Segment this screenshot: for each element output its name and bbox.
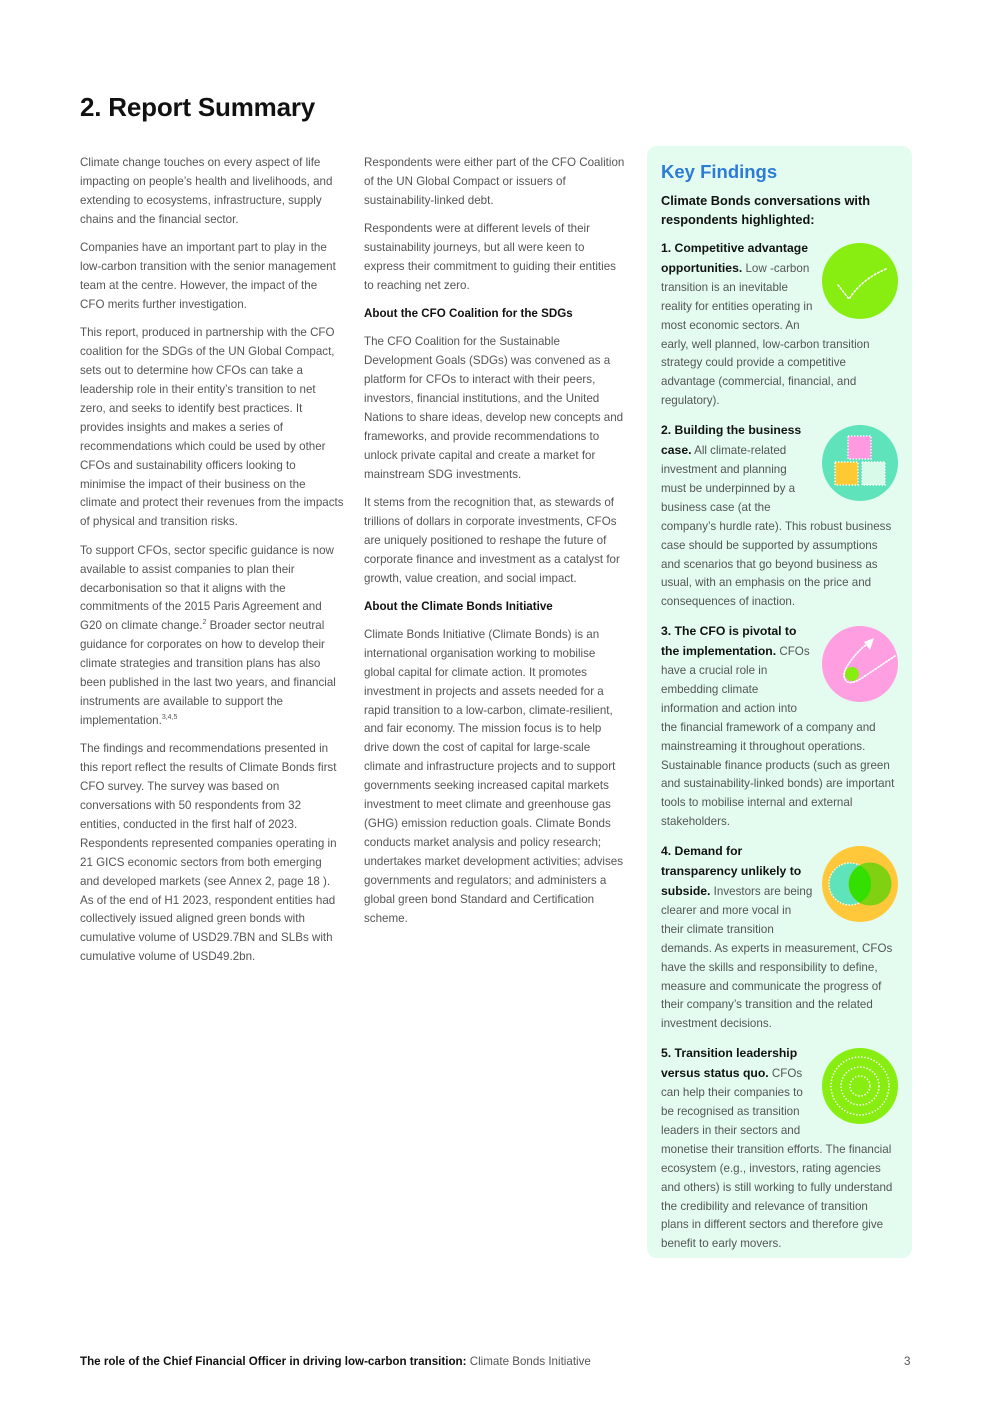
finding-item bbox=[661, 239, 898, 411]
footnote-ref[interactable]: 2 bbox=[202, 619, 207, 627]
paragraph-text: Broader sector neutral guidance for corporates on how to develop their climate strategies and transition plans has also been published in the last two years, and financial instruments are available to support the implementation. bbox=[80, 619, 336, 727]
section-heading: About the Climate Bonds Initiative bbox=[364, 600, 553, 614]
paragraph bbox=[80, 542, 344, 731]
finding-item bbox=[661, 1044, 898, 1254]
finding-item bbox=[661, 842, 898, 1034]
body-column-1 bbox=[80, 154, 344, 977]
key-findings-panel bbox=[647, 146, 912, 1258]
finding-item bbox=[661, 421, 898, 612]
finding-body: Investors are being clearer and more vocal in their climate transition demands. As experts in measurement, CFOs have the skills and responsibility to define, measure and communicate the progress of their company’s transition and the related investment decisions. bbox=[661, 885, 893, 1031]
paragraph: This report, produced in partnership with the CFO coalition for the SDGs of the UN Global Compact, sets out to determine how CFOs can take a leadership role in their entity’s transition to net zero, and seeks to identify best practices. It provides insights and makes a series of recommendations which could be used by other CFOs and sustainability officers looking to minimise the impact of their business on the climate and protect their revenues from the impacts of physical and transition risks. bbox=[80, 326, 344, 529]
finding-heading: 3. The CFO is pivotal to the implementation. bbox=[661, 624, 797, 659]
overlapping-circles-icon bbox=[822, 846, 898, 922]
stacked-blocks-icon bbox=[822, 425, 898, 501]
finding-heading: 4. Demand for transparency unlikely to subside. bbox=[661, 844, 802, 898]
page-footer bbox=[80, 1355, 591, 1368]
finding-body: CFOs can help their companies to be recognised as transition leaders in their sectors and monetise their transition efforts. The financial ecosystem (e.g., investors, rating agencies and others) is still working to fully understand the credibility and relevance of transition plans in different sectors and therefore give benefit to early movers. bbox=[661, 1067, 893, 1251]
footnote-ref[interactable]: 3,4,5 bbox=[161, 714, 178, 722]
paragraph: The findings and recommendations presented in this report reflect the results of Climate Bonds first CFO survey. The survey was based on conversations with 50 respondents from 32 entities, conducted in the first half of 2023. Respondents represented companies operating in 21 GICS economic sectors from both emerging and developed markets (see Annex 2, page 18 ). As of the end of H1 2023, respondent entities had collectively issued aligned green bonds with cumulative volume of USD29.7BN and SLBs with cumulative volume of USD49.2bn. bbox=[80, 742, 337, 964]
finding-item bbox=[661, 622, 898, 832]
finding-body: All climate-related investment and planning must be underpinned by a business case (at the company’s hurdle rate). This robust business case should be supported by assumptions and scenarios that go beyond business as usual, with an emphasis on the price and consequences of inaction. bbox=[661, 444, 892, 609]
finding-heading: 2. Building the business case. bbox=[661, 423, 802, 458]
paragraph: Respondents were either part of the CFO Coalition of the UN Global Compact or issuers of sustainability-linked debt. bbox=[364, 156, 625, 207]
body-column-2 bbox=[364, 154, 628, 938]
footer-organisation: Climate Bonds Initiative bbox=[466, 1355, 591, 1368]
page-title: 2. Report Summary bbox=[80, 92, 316, 122]
finding-heading: 1. Competitive advantage opportunities. bbox=[661, 241, 808, 275]
concentric-rings-icon bbox=[822, 1048, 898, 1124]
finding-heading: 5. Transition leadership versus status quo. bbox=[661, 1046, 798, 1081]
paragraph: The CFO Coalition for the Sustainable Development Goals (SDGs) was convened as a platform for CFOs to interact with their peers, investors, financial institutions, and the United Nations to share ideas, develop new concepts and frameworks, and provide recommendations to unlock private capital and create a market for mainstream SDG investments. bbox=[364, 335, 624, 481]
paragraph: It stems from the recognition that, as stewards of trillions of dollars in corporate investments, CFOs are uniquely positioned to reshape the future of corporate finance and investment as a catalyst for growth, value creation, and social impact. bbox=[364, 496, 620, 585]
pivot-arrow-icon bbox=[822, 626, 898, 702]
paragraph: Companies have an important part to play in the low-carbon transition with the senior management team at the centre. However, the impact of the CFO merits further investigation. bbox=[80, 241, 336, 311]
key-findings-title: Key Findings bbox=[661, 161, 778, 182]
paragraph-text: To support CFOs, sector specific guidance is now available to assist companies to plan their decarbonisation so that it aligns with the commitments of the 2015 Paris Agreement and G20 on climate change. bbox=[80, 543, 334, 633]
finding-body: CFOs have a crucial role in embedding climate information and action into the financial framework of a company and mainstreaming it throughout operations. Sustainable finance products (such as green and sustainability-linked bonds) are important tools to mobilise internal and external stakeholders. bbox=[661, 645, 895, 829]
footer-report-title: The role of the Chief Financial Officer in driving low-carbon transition: bbox=[80, 1355, 467, 1368]
page-number: 3 bbox=[904, 1355, 911, 1368]
paragraph: Climate change touches on every aspect of life impacting on people’s health and livelihoods, and extending to ecosystems, infrastructure, supply chains and the financial sector. bbox=[80, 156, 333, 226]
paragraph: Respondents were at different levels of their sustainability journeys, but all were keen to express their commitment to guiding their entities to reaching net zero. bbox=[364, 222, 616, 292]
paragraph: Climate Bonds Initiative (Climate Bonds) is an international organisation working to mobilise global capital for climate action. It promotes investment in projects and assets needed for a rapid transition to a low-carbon, climate-resilient, and fair economy. The mission focus is to help drive down the cost of capital for large-scale climate and infrastructure projects and to support governments seeking increased capital markets investment to meet climate and greenhouse gas (GHG) emission reduction goals. Climate Bonds conducts market analysis and policy research; undertakes market development activities; advises governments and regulators; and administers a global green bond Standard and Certification scheme. bbox=[364, 627, 624, 925]
checkmark-icon bbox=[822, 243, 898, 319]
section-heading: About the CFO Coalition for the SDGs bbox=[364, 307, 573, 321]
key-findings-intro: Climate Bonds conversations with respondents highlighted: bbox=[661, 193, 871, 227]
finding-body: Low -carbon transition is an inevitable reality for entities operating in most economic sectors. An early, well planned, low-carbon transition strategy could provide a competitive advantage (commercial, financial, and regulatory). bbox=[661, 261, 870, 408]
